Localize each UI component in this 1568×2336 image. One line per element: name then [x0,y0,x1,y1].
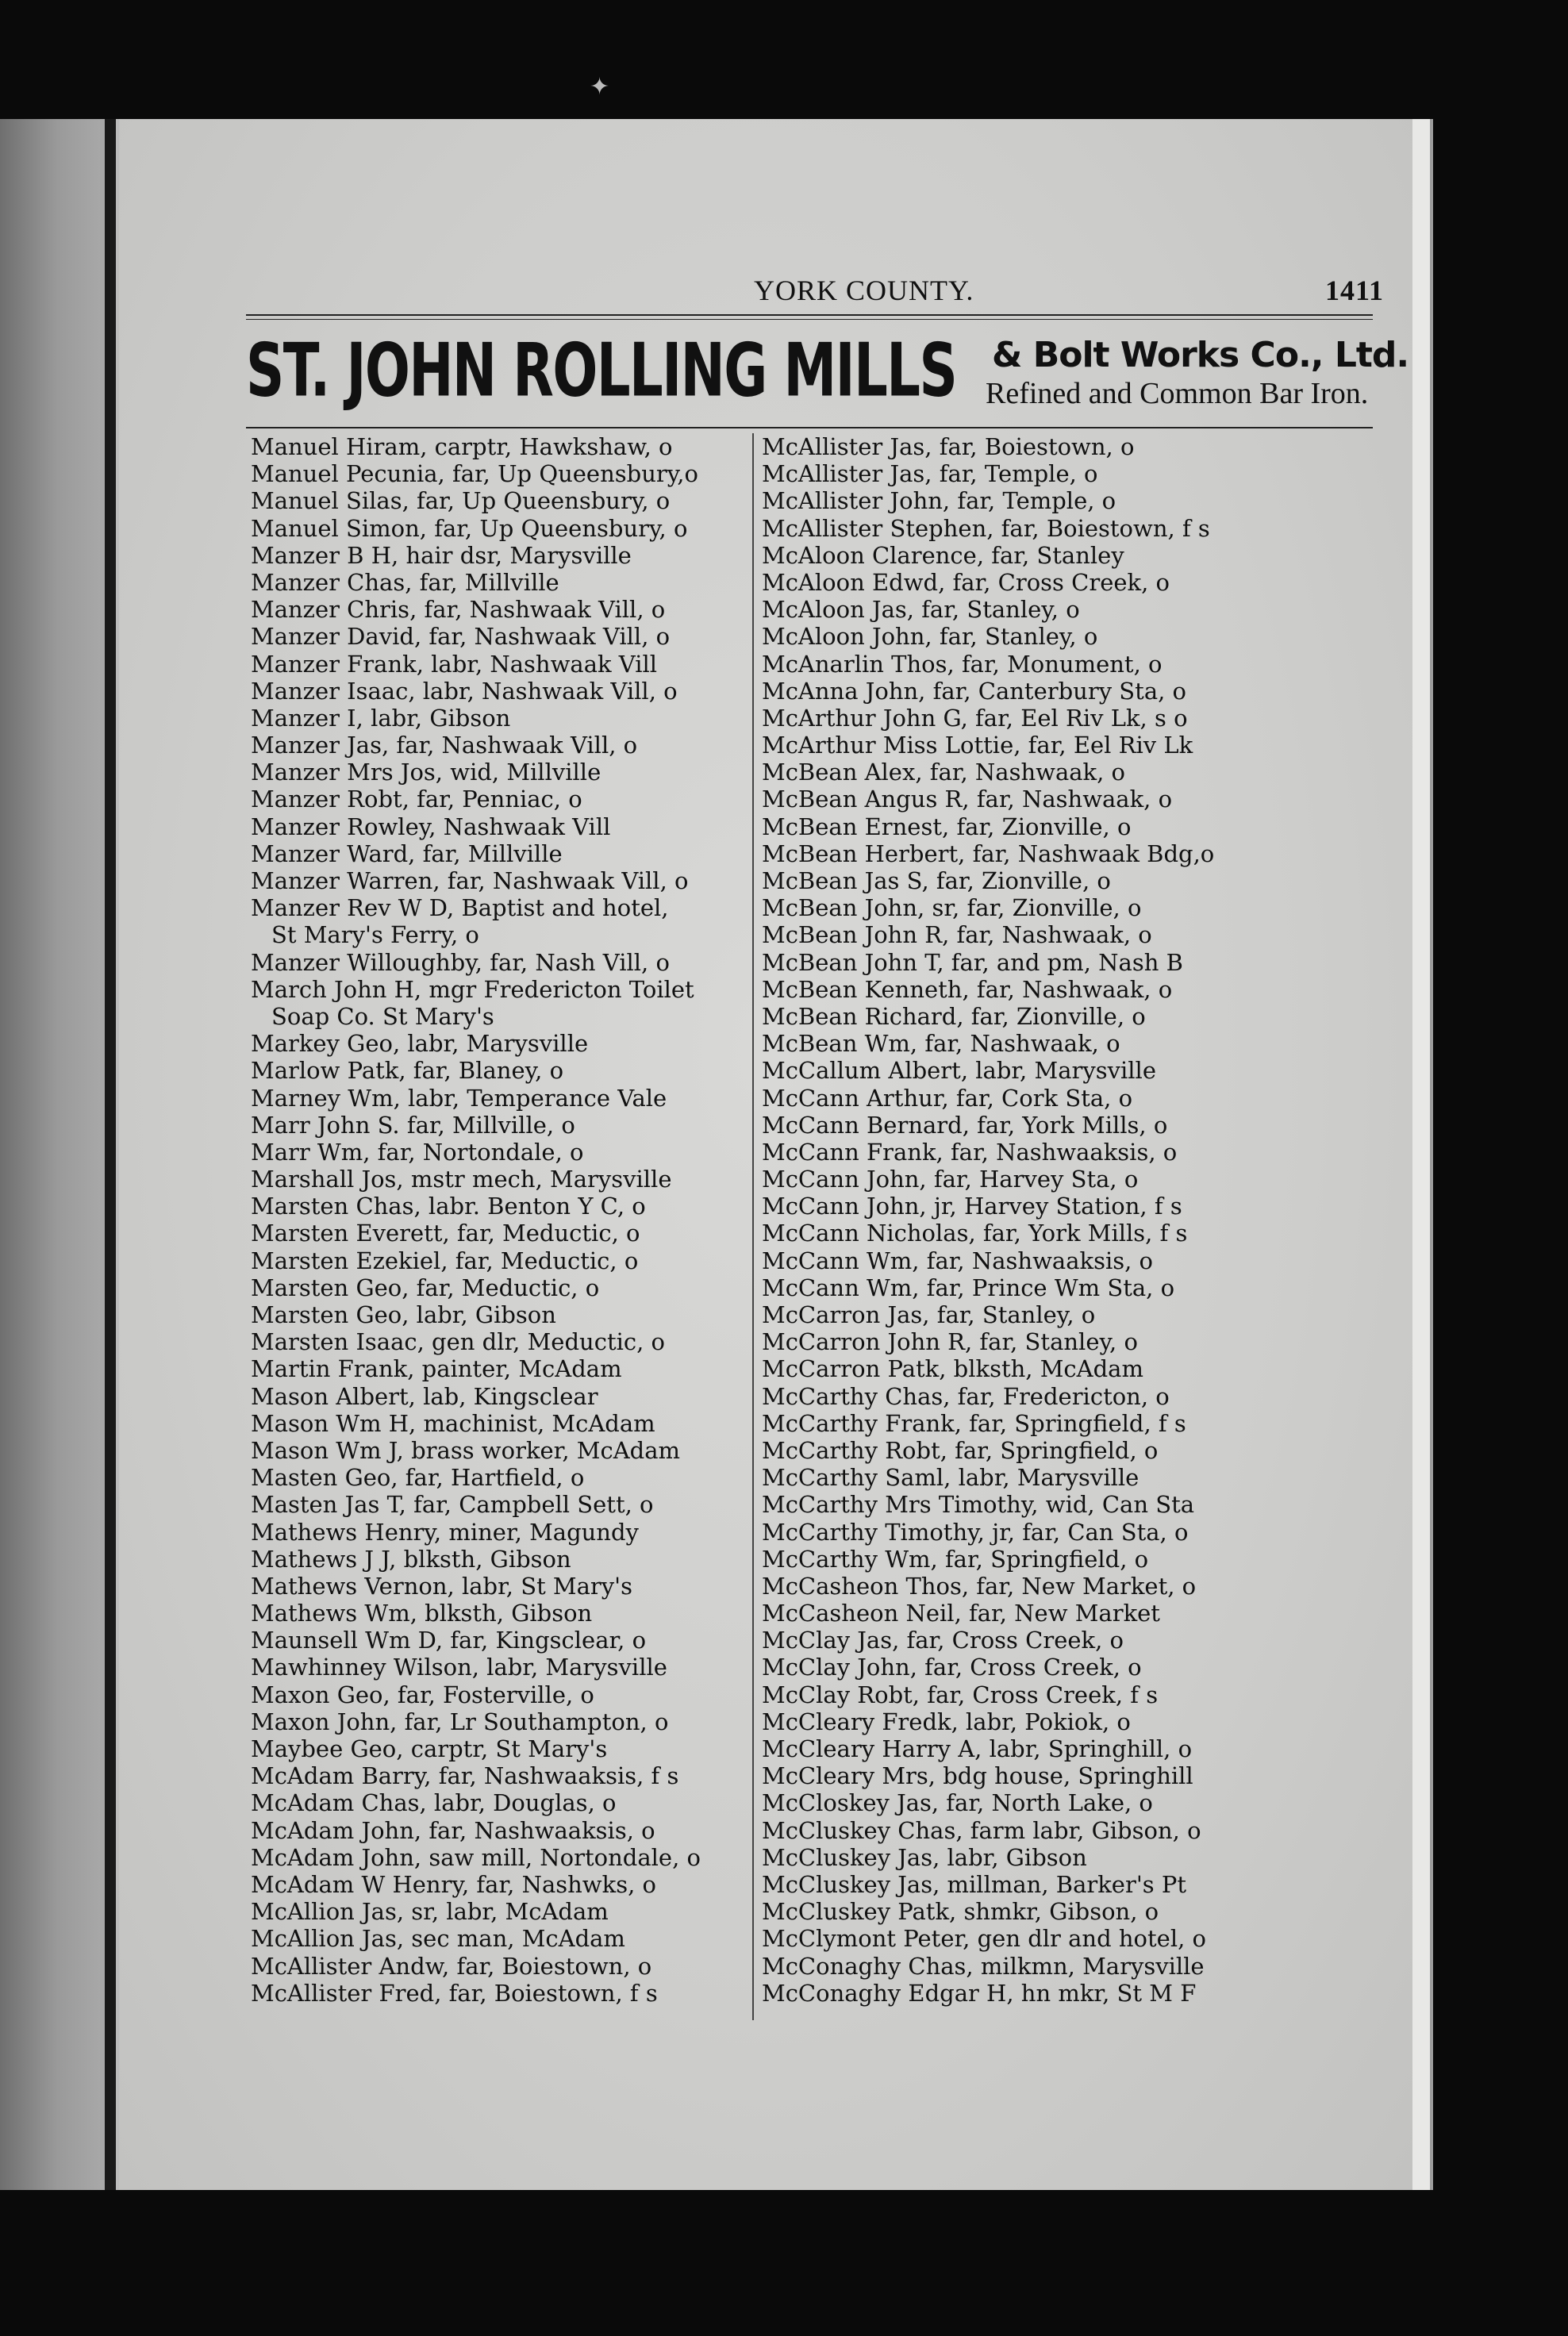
directory-entry: Manzer Warren, far, Nashwaak Vill, o [251,867,689,894]
directory-entry: Manzer B H, hair dsr, Marysville [251,541,632,569]
directory-entry: McAloon Clarence, far, Stanley [762,541,1124,569]
directory-entry: Manzer Frank, labr, Nashwaak Vill [251,650,658,678]
directory-entry: Marlow Patk, far, Blaney, o [251,1057,564,1085]
directory-entry: McAnarlin Thos, far, Monument, o [762,650,1163,678]
directory-entry: McCann Nicholas, far, York Mills, f s [762,1220,1188,1247]
directory-entry: Mathews Henry, miner, Magundy [251,1518,639,1546]
directory-entry: McBean Herbert, far, Nashwaak Bdg,o [762,840,1215,867]
directory-entry: Mason Wm H, machinist, McAdam [251,1409,655,1437]
directory-entry: McCarthy Robt, far, Springfield, o [762,1436,1159,1464]
directory-entry: McAloon John, far, Stanley, o [762,623,1098,651]
directory-entry: Manzer Chas, far, Millville [251,568,559,596]
directory-entry: Marshall Jos, mstr mech, Marysville [251,1166,672,1193]
directory-entry: McBean Angus R, far, Nashwaak, o [762,786,1173,813]
directory-entry: McCann John, jr, Harvey Station, f s [762,1193,1182,1220]
directory-entry: McCarron Jas, far, Stanley, o [762,1301,1096,1328]
directory-entry: McBean Kenneth, far, Nashwaak, o [762,975,1173,1003]
directory-entry: Manzer Jas, far, Nashwaak Vill, o [251,732,638,759]
directory-entry: McArthur John G, far, Eel Riv Lk, s o [762,704,1188,732]
directory-entry: Marsten Everett, far, Meductic, o [251,1220,640,1247]
directory-entry: McCleary Mrs, bdg house, Springhill [762,1762,1193,1790]
directory-entry: Marr John S. far, Millville, o [251,1111,575,1139]
directory-entry: March John H, mgr Fredericton Toilet [251,975,694,1003]
directory-entry: McBean Richard, far, Zionville, o [762,1002,1146,1030]
directory-entry: McClymont Peter, gen dlr and hotel, o [762,1925,1207,1953]
directory-entry: McCarthy Frank, far, Springfield, f s [762,1409,1186,1437]
directory-entry: Marsten Isaac, gen dlr, Meductic, o [251,1328,666,1356]
directory-entry: Manzer David, far, Nashwaak Vill, o [251,623,671,651]
directory-entry: McCann Bernard, far, York Mills, o [762,1111,1168,1139]
directory-entry: Martin Frank, painter, McAdam [251,1355,622,1383]
directory-entry: Maxon John, far, Lr Southampton, o [251,1708,669,1735]
directory-entry: Manzer I, labr, Gibson [251,704,511,732]
directory-page [119,119,1430,2190]
header-rule [246,314,1373,316]
directory-entry: Manzer Ward, far, Millville [251,840,563,867]
directory-entry: Marsten Geo, far, Meductic, o [251,1274,600,1301]
directory-entry: McAllister Stephen, far, Boiestown, f s [762,514,1210,542]
directory-entry: McAdam W Henry, far, Nashwks, o [251,1870,656,1898]
directory-entry: McCann John, far, Harvey Sta, o [762,1166,1139,1193]
directory-entry: Masten Jas T, far, Campbell Sett, o [251,1491,654,1519]
directory-entry: Manuel Silas, far, Up Queensbury, o [251,487,671,515]
directory-entry: McBean John R, far, Nashwaak, o [762,921,1152,949]
directory-entry: Manzer Chris, far, Nashwaak Vill, o [251,596,666,624]
directory-entry: Marsten Chas, labr. Benton Y C, o [251,1193,646,1220]
county-heading: YORK COUNTY. [754,275,974,306]
directory-entry: Marr Wm, far, Nortondale, o [251,1138,584,1166]
directory-entry: Manzer Isaac, labr, Nashwaak Vill, o [251,677,678,705]
directory-entry: McCarron Patk, blksth, McAdam [762,1355,1143,1383]
directory-entry: McCarthy Chas, far, Fredericton, o [762,1382,1170,1410]
directory-entry: McBean Ernest, far, Zionville, o [762,813,1132,840]
directory-entry: McCann Wm, far, Nashwaaksis, o [762,1247,1153,1274]
advertisement-banner [246,327,1409,414]
directory-entry: Marsten Ezekiel, far, Meductic, o [251,1247,639,1274]
directory-entry: McCarthy Mrs Timothy, wid, Can Sta [762,1491,1195,1519]
directory-entry: McCann Wm, far, Prince Wm Sta, o [762,1274,1175,1301]
directory-entry: Mathews Vernon, labr, St Mary's [251,1572,633,1600]
directory-entry: Manzer Rev W D, Baptist and hotel, [251,894,669,922]
directory-entry: McBean Wm, far, Nashwaak, o [762,1030,1120,1058]
directory-entry: McCarthy Wm, far, Springfield, o [762,1545,1149,1573]
directory-entry: Manzer Rowley, Nashwaak Vill [251,813,611,840]
directory-entry: McClay Jas, far, Cross Creek, o [762,1627,1124,1654]
column-divider [752,433,754,2020]
directory-entry: Manuel Hiram, carptr, Hawkshaw, o [251,433,673,460]
directory-entry: McAloon Jas, far, Stanley, o [762,596,1080,624]
directory-entry: Manzer Robt, far, Penniac, o [251,786,582,813]
directory-entry: McAllister Fred, far, Boiestown, f s [251,1979,658,2007]
header-rule-thin [246,319,1373,320]
directory-entry: Mathews Wm, blksth, Gibson [251,1600,593,1627]
directory-entry: Marsten Geo, labr, Gibson [251,1301,556,1328]
directory-entry: McAdam John, far, Nashwaaksis, o [251,1816,655,1844]
directory-entry: McCasheon Thos, far, New Market, o [762,1572,1197,1600]
directory-entry: McBean John, sr, far, Zionville, o [762,894,1142,922]
directory-entry: McCasheon Neil, far, New Market [762,1600,1160,1627]
directory-entry: McArthur Miss Lottie, far, Eel Riv Lk [762,732,1193,759]
directory-entry: Marney Wm, labr, Temperance Vale [251,1084,667,1112]
directory-entry: McAllion Jas, sec man, McAdam [251,1925,625,1953]
directory-entry: McBean Alex, far, Nashwaak, o [762,759,1125,786]
directory-entry: Maunsell Wm D, far, Kingsclear, o [251,1627,647,1654]
directory-entry: Mathews J J, blksth, Gibson [251,1545,571,1573]
directory-entry: McAloon Edwd, far, Cross Creek, o [762,568,1170,596]
directory-entry: McConaghy Chas, milkmn, Marysville [762,1952,1205,1980]
directory-entry: Manuel Simon, far, Up Queensbury, o [251,514,688,542]
directory-entry: McConaghy Edgar H, hn mkr, St M F [762,1979,1197,2007]
directory-entry: Masten Geo, far, Hartfield, o [251,1464,585,1492]
directory-entry: McBean Jas S, far, Zionville, o [762,867,1111,894]
directory-entry: McCarthy Timothy, jr, far, Can Sta, o [762,1518,1189,1546]
directory-entry: McAllister Jas, far, Temple, o [762,460,1098,488]
directory-entry: McCann Arthur, far, Cork Sta, o [762,1084,1133,1112]
left-column [251,433,846,2007]
directory-entry: McCann Frank, far, Nashwaaksis, o [762,1138,1178,1166]
directory-entry: Soap Co. St Mary's [271,1002,494,1030]
directory-entry: Maxon Geo, far, Fosterville, o [251,1681,594,1708]
right-column [762,433,1365,2007]
directory-entry: McAllister John, far, Temple, o [762,487,1116,515]
directory-entry: McAdam Barry, far, Nashwaaksis, f s [251,1762,679,1790]
directory-entry: McAdam Chas, labr, Douglas, o [251,1789,617,1817]
directory-entry: McCleary Fredk, labr, Pokiok, o [762,1708,1131,1735]
directory-entry: McCluskey Patk, shmkr, Gibson, o [762,1898,1159,1926]
directory-entry: McCleary Harry A, labr, Springhill, o [762,1735,1193,1762]
directory-entry: McCarron John R, far, Stanley, o [762,1328,1138,1356]
directory-entry: McCluskey Chas, farm labr, Gibson, o [762,1816,1201,1844]
running-head [246,274,1384,313]
ad-products: Refined and Common Bar Iron. [986,377,1369,410]
directory-entry: McAnna John, far, Canterbury Sta, o [762,677,1186,705]
directory-entry: St Mary's Ferry, o [271,921,479,949]
directory-entry: McAdam John, saw mill, Nortondale, o [251,1843,701,1871]
directory-entry: McCarthy Saml, labr, Marysville [762,1464,1139,1492]
directory-entry: Manzer Mrs Jos, wid, Millville [251,759,601,786]
directory-entry: Maybee Geo, carptr, St Mary's [251,1735,608,1762]
directory-entry: Markey Geo, labr, Marysville [251,1030,589,1058]
directory-entry: McCluskey Jas, labr, Gibson [762,1843,1087,1871]
banner-rule [246,427,1373,428]
directory-entry: McAllister Jas, far, Boiestown, o [762,433,1135,460]
directory-entry: McClay Robt, far, Cross Creek, f s [762,1681,1159,1708]
page-number: 1411 [1324,275,1384,306]
ad-company-name: ST. JOHN ROLLING MILLS [246,328,957,413]
directory-entry: McClay John, far, Cross Creek, o [762,1654,1142,1681]
book-gutter [105,119,116,2190]
directory-entry: McAllister Andw, far, Boiestown, o [251,1952,652,1980]
ad-company-suffix: & Bolt Works Co., Ltd. [992,335,1409,375]
directory-entry: McCallum Albert, labr, Marysville [762,1057,1156,1085]
directory-entry: Mawhinney Wilson, labr, Marysville [251,1654,667,1681]
directory-entry: Manzer Willoughby, far, Nash Vill, o [251,948,670,976]
directory-entry: McBean John T, far, and pm, Nash B [762,948,1183,976]
directory-entry: Mason Wm J, brass worker, McAdam [251,1436,681,1464]
directory-entry: McCloskey Jas, far, North Lake, o [762,1789,1153,1817]
facing-page-edge [0,119,105,2190]
directory-entry: McCluskey Jas, millman, Barker's Pt [762,1870,1187,1898]
directory-entry: McAllion Jas, sr, labr, McAdam [251,1898,609,1926]
directory-entry: Mason Albert, lab, Kingsclear [251,1382,598,1410]
directory-entry: Manuel Pecunia, far, Up Queensbury,o [251,460,698,488]
clip-mark-icon: ✦ [590,73,610,101]
